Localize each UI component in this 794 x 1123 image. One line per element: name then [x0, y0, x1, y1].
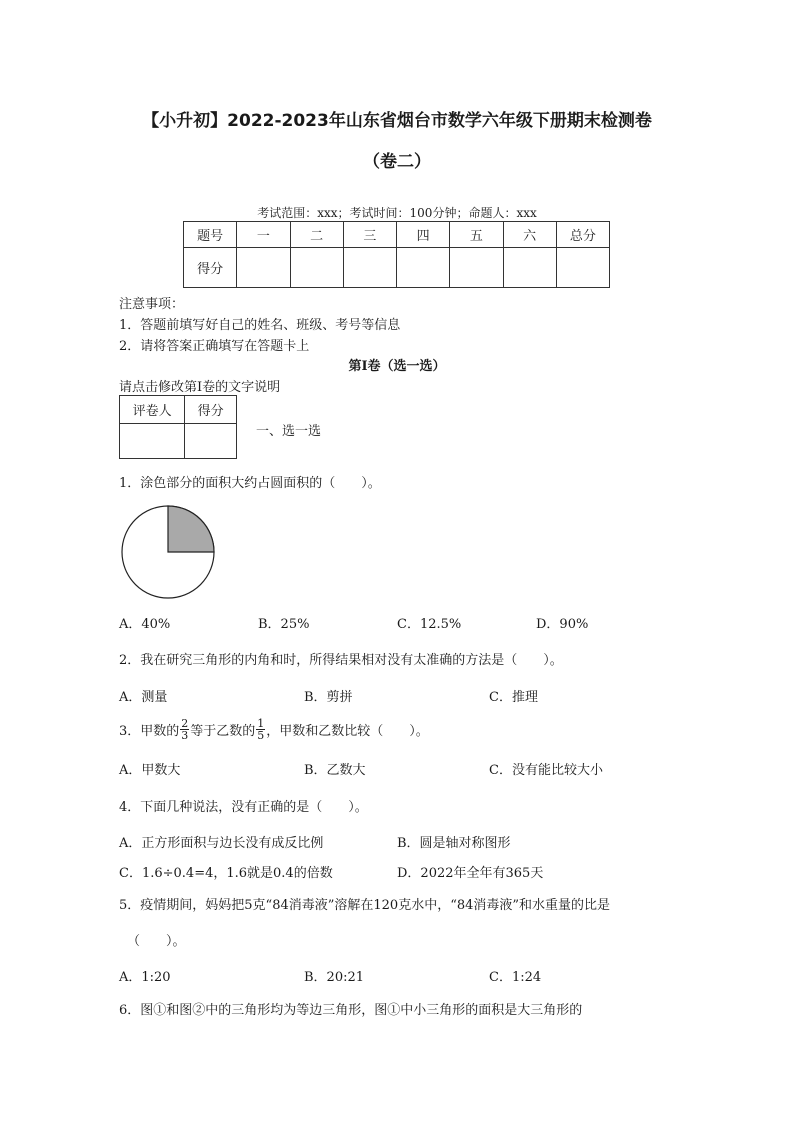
- q2-option[interactable]: A．测量: [119, 690, 168, 705]
- q5-option[interactable]: C．1:24: [489, 970, 542, 985]
- grader-header-cell: 评卷人: [120, 396, 185, 424]
- q3-fraction-1: [180, 718, 189, 741]
- q2-option[interactable]: B．剪拼: [304, 690, 353, 705]
- q2-option[interactable]: C．推理: [489, 690, 538, 705]
- q3-option[interactable]: B．乙数大: [304, 763, 366, 778]
- score-table: [183, 221, 610, 288]
- q3-fraction-2: [256, 718, 265, 741]
- q3-option[interactable]: C．没有能比较大小: [489, 763, 603, 778]
- q3-prefix: 3．甲数的: [119, 724, 180, 739]
- question-2-stem: 2．我在研究三角形的内角和时，所得结果相对没有太准确的方法是（ ）。: [119, 653, 563, 668]
- score-cell[interactable]: [556, 248, 609, 288]
- score-cell[interactable]: [343, 248, 396, 288]
- score-table-header-cell: 总分: [556, 222, 609, 248]
- q3-frac1-numerator: 2: [181, 717, 189, 730]
- question-1-stem: 1．涂色部分的面积大约占圆面积的（ ）。: [119, 476, 381, 491]
- grader-header-cell: 得分: [185, 396, 237, 424]
- score-cell[interactable]: [503, 248, 556, 288]
- q3-option[interactable]: A．甲数大: [119, 763, 181, 778]
- part-title: 第I卷（选一选）: [348, 359, 446, 374]
- q1-option[interactable]: B．25%: [258, 617, 310, 632]
- q4-option[interactable]: B．圆是轴对称图形: [397, 836, 511, 851]
- q1-option[interactable]: A．40%: [119, 617, 171, 632]
- q1-shaded-sector: [168, 506, 214, 552]
- score-table-header-cell: 三: [343, 222, 396, 248]
- grader-cell[interactable]: [185, 424, 237, 459]
- score-cell[interactable]: [237, 248, 290, 288]
- score-table-row-label: 得分: [184, 248, 237, 288]
- q3-frac1-denominator: 3: [181, 729, 189, 742]
- q3-frac2-numerator: 1: [257, 717, 265, 730]
- q5-option[interactable]: B．20:21: [304, 970, 365, 985]
- document-title-line2: （卷二）: [363, 152, 431, 172]
- score-table-header-cell: 四: [397, 222, 450, 248]
- score-table-header-cell: 题号: [184, 222, 237, 248]
- score-table-header-cell: 二: [290, 222, 343, 248]
- score-table-header-cell: 一: [237, 222, 290, 248]
- question-3-stem: [119, 718, 429, 741]
- part-instruction: 请点击修改第I卷的文字说明: [119, 380, 281, 395]
- q3-frac2-denominator: 5: [257, 729, 265, 742]
- note-item: 2．请将答案正确填写在答题卡上: [119, 339, 310, 354]
- q5-option[interactable]: A．1:20: [119, 970, 171, 985]
- score-cell[interactable]: [290, 248, 343, 288]
- q1-pie-figure: [121, 505, 221, 605]
- score-cell[interactable]: [397, 248, 450, 288]
- question-5-stem: 5．疫情期间，妈妈把5克“84消毒液”溶解在120克水中，“84消毒液”和水重量的比是: [119, 898, 611, 913]
- score-cell[interactable]: [450, 248, 503, 288]
- section-label: 一、选一选: [256, 424, 322, 439]
- q3-middle: 等于乙数的: [190, 724, 256, 739]
- q4-option[interactable]: A．正方形面积与边长没有成反比例: [119, 836, 324, 851]
- q1-option[interactable]: D．90%: [536, 617, 589, 632]
- grader-table: [119, 395, 237, 459]
- q4-option[interactable]: D．2022年全年有365天: [397, 866, 544, 881]
- notes-heading: 注意事项：: [119, 297, 185, 312]
- document-title-line1: 【小升初】2022-2023年山东省烟台市数学六年级下册期末检测卷: [142, 111, 652, 131]
- q4-option[interactable]: C．1.6÷0.4=4，1.6就是0.4的倍数: [119, 866, 333, 881]
- exam-info: 考试范围：xxx；考试时间：100分钟；命题人：xxx: [257, 206, 537, 220]
- question-4-stem: 4．下面几种说法，没有正确的是（ ）。: [119, 800, 368, 815]
- question-6-stem: 6．图①和图②中的三角形均为等边三角形，图①中小三角形的面积是大三角形的: [119, 1003, 583, 1018]
- grader-cell[interactable]: [120, 424, 185, 459]
- score-table-header-cell: 五: [450, 222, 503, 248]
- note-item: 1．答题前填写好自己的姓名、班级、考号等信息: [119, 318, 401, 333]
- q3-suffix: ，甲数和乙数比较（ ）。: [266, 724, 429, 739]
- score-table-header-cell: 六: [503, 222, 556, 248]
- q1-option[interactable]: C．12.5%: [397, 617, 462, 632]
- question-5-stem-continued: （ ）。: [127, 934, 186, 949]
